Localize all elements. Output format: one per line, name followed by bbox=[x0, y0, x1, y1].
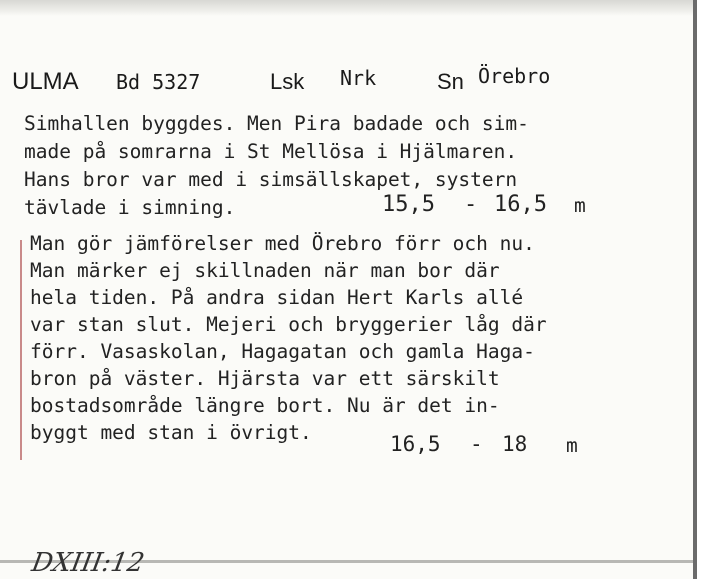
range-dash: - bbox=[464, 192, 478, 217]
unit-label: m bbox=[566, 434, 578, 457]
handwritten-signature: DXIII:12 bbox=[29, 548, 147, 578]
range-start: 15,5 bbox=[382, 192, 435, 217]
socken-label: Sn bbox=[437, 69, 464, 94]
range-dash: - bbox=[470, 432, 483, 456]
unit-label: m bbox=[574, 194, 586, 217]
text-line: bostadsområde längre bort. Nu är det in- bbox=[30, 394, 500, 417]
text-line: Hans bror var med i simsällskapet, systern bbox=[24, 168, 518, 191]
archive-code: ULMA bbox=[12, 68, 79, 95]
place-name: Örebro bbox=[478, 64, 551, 88]
landskap-label: Lsk bbox=[270, 69, 305, 94]
text-line: tävlade i simning. bbox=[24, 196, 236, 219]
range-end: 18 bbox=[502, 432, 528, 456]
text-line: Man gör jämförelser med Örebro förr och nu. bbox=[30, 232, 535, 255]
text-line: förr. Vasaskolan, Hagagatan och gamla Haga- bbox=[30, 340, 535, 363]
range-start: 16,5 bbox=[390, 432, 441, 456]
text-line: hela tiden. På andra sidan Hert Karls allé bbox=[30, 286, 524, 309]
text-line: Simhallen byggdes. Men Pira badade och sim- bbox=[24, 112, 529, 135]
text-line: byggt med stan i övrigt. bbox=[30, 421, 312, 444]
margin-mark bbox=[20, 240, 22, 460]
range-end: 16,5 bbox=[494, 192, 547, 217]
text-line: Man märker ej skillnaden när man bor där bbox=[30, 259, 500, 282]
volume-number: Bd 5327 bbox=[116, 70, 201, 94]
text-line: var stan slut. Mejeri och bryggerier låg där bbox=[30, 313, 547, 336]
card-header bbox=[12, 60, 682, 100]
nrk-label: Nrk bbox=[340, 66, 377, 90]
text-line: made på somrarna i St Mellösa i Hjälmaren. bbox=[24, 140, 518, 163]
text-line: bron på väster. Hjärsta var ett särskilt bbox=[30, 367, 500, 390]
background-margin bbox=[697, 0, 721, 579]
card-top-edge bbox=[0, 0, 693, 16]
